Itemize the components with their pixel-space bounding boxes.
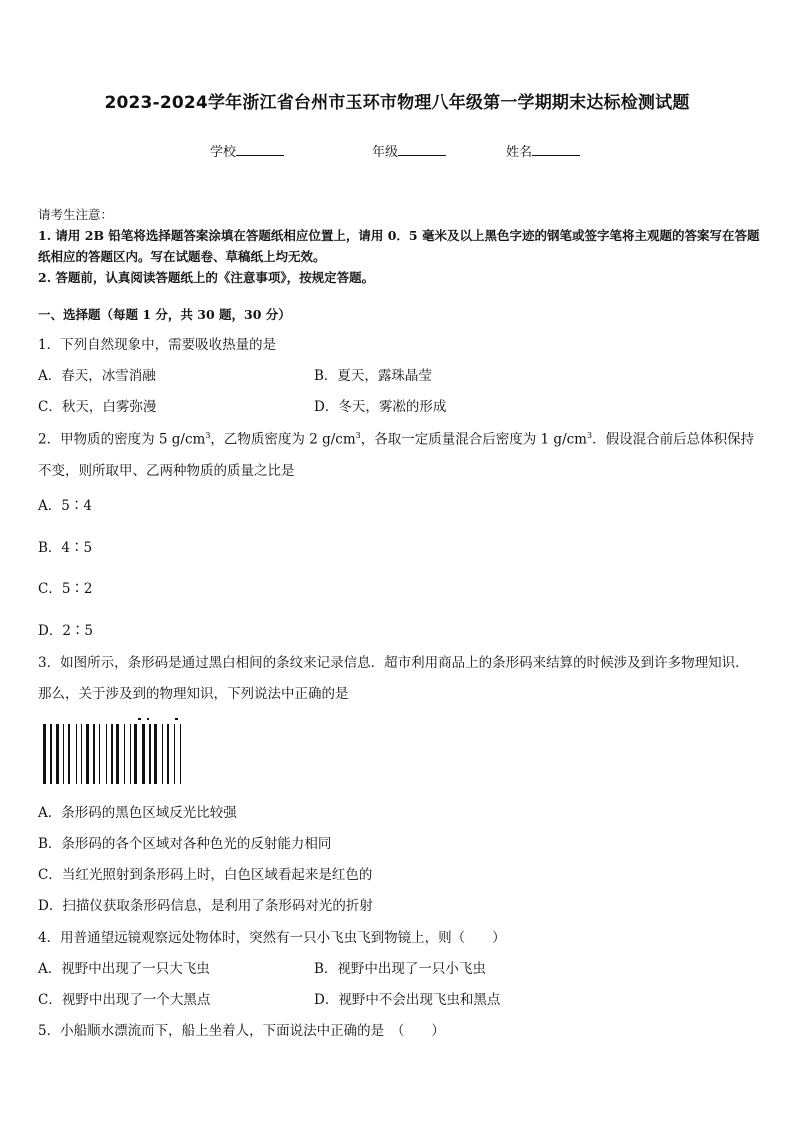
barcode-image [41,718,187,786]
barcode-bar [134,724,137,784]
grade-field [372,141,446,160]
barcode-bar [43,724,46,784]
q2-sup-2: 3 [355,431,361,440]
name-blank[interactable] [532,141,580,156]
q2-option-d: D．2∶5 [38,623,94,639]
q2-stem-part3: ，各取一定质量混合后密度为 1 g/cm [360,431,587,448]
section-title: 一、选择题（每题 1 分，共 30 题，30 分） [38,307,291,322]
q3-stem: 3．如图所示，条形码是通过黑白相间的条纹来记录信息．超市利用商品上的条形码来结算的时候涉及到许多物理知识．那么，关于涉及到的物理知识，下列说法中正确的是 [38,655,749,702]
q4-stem: 4．用普通望远镜观察远处物体时，突然有一只小飞虫飞到物镜上，则（ ） [38,930,506,946]
grade-blank[interactable] [398,141,446,156]
barcode-bar [130,724,131,784]
notice-header: 请考生注意： [38,207,114,222]
barcode-bar [93,724,95,784]
barcode-bar [50,724,52,784]
barcode-bar [124,724,125,784]
barcode-bar [162,724,163,784]
q2-stem [38,420,760,487]
page-title: 2023-2024学年浙江省台州市玉环市物理八年级第一学期期末达标检测试题 [104,93,690,113]
barcode-bar [68,724,70,784]
barcode-bar [167,724,169,784]
q2-stem-part1: 2．甲物质的密度为 5 g/cm [38,431,206,448]
q2-stem-part4: ．假设混合前后总体积保持不变，则所取甲、乙两种物质的质量之比是 [38,431,755,479]
notice-item-1: 1. 请用 2B 铅笔将选择题答案涂填在答题纸相应位置上，请用 0．5 毫米及以上黑色字迹的钢笔或签字笔将主观题的答案写在答题纸相应的答题区内。写在试题卷、草稿纸上均无效。 [38,228,760,264]
barcode-bar [180,724,181,784]
name-field [506,141,580,160]
barcode-bar [174,724,175,784]
barcode-bar [81,724,82,784]
barcode-bar [99,724,100,784]
q1-option-b: B．夏天，露珠晶莹 [314,368,432,384]
q5-stem: 5．小船顺水漂流而下，船上坐着人，下面说法中正确的是 （ ） [38,1023,445,1039]
barcode-bar [63,724,64,784]
q2-option-a: A．5∶4 [38,498,92,514]
barcode-bar [149,724,151,784]
barcode-bar [56,724,59,784]
q4-option-c: C．视野中出现了一个大黑点 [38,992,211,1008]
q2-sup-3: 3 [586,431,593,440]
q1-option-c: C．秋天，白雾弥漫 [38,399,157,415]
q2-option-b: B．4∶5 [38,540,93,556]
barcode-bar [76,724,77,784]
student-info-row [0,141,794,161]
q3-option-d: D．扫描仪获取条形码信息，是利用了条形码对光的折射 [38,898,373,914]
school-label: 学校 [210,145,237,160]
barcode-bar [142,724,145,784]
barcode-bar [111,724,113,784]
barcode-bar [86,724,89,784]
q4-option-a: A．视野中出现了一只大飞虫 [38,961,210,977]
q1-option-d: D．冬天，雾凇的形成 [314,399,447,415]
exam-notice [38,204,760,288]
barcode-bar [106,724,107,784]
notice-item-2: 2. 答题前，认真阅读答题纸上的《注意事项》，按规定答题。 [38,270,375,285]
q1-option-a: A．春天，冰雪消融 [38,368,156,384]
q1-stem: 1．下列自然现象中，需要吸收热量的是 [38,337,277,353]
q2-sup-1: 3 [205,431,211,440]
q2-stem-part2: ，乙物质密度为 2 g/cm [210,431,356,448]
name-label: 姓名 [506,145,533,160]
q4-option-d: D．视野中不会出现飞虫和黑点 [314,992,501,1008]
school-blank[interactable] [236,141,284,156]
q3-option-c: C．当红光照射到条形码上时，白色区域看起来是红色的 [38,867,373,883]
q3-option-b: B．条形码的各个区域对各种色光的反射能力相同 [38,836,332,852]
school-field [210,141,284,160]
q2-option-c: C．5∶2 [38,581,93,597]
grade-label: 年级 [372,145,399,160]
barcode-bar [154,724,157,784]
q4-option-b: B．视野中出现了一只小飞虫 [314,961,486,977]
barcode-bar [116,724,119,784]
q3-option-a: A．条形码的黑色区域反光比较强 [38,805,237,821]
